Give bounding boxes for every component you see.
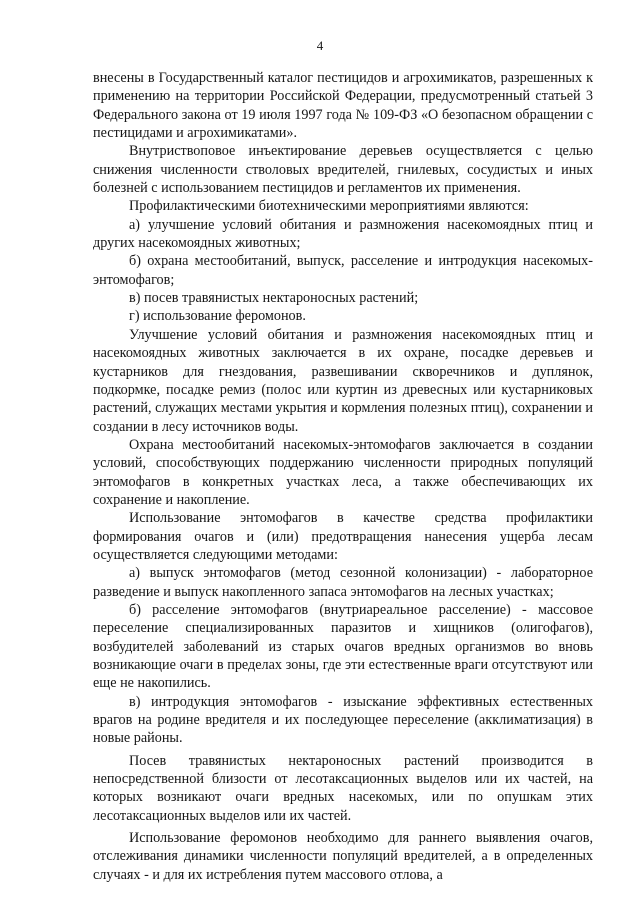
method-item-b: б) расселение энтомофагов (внутриареальное расселение) - массовое переселение специализированных паразитов и хищников (олигофагов), возбудителей заболеваний из старых очагов вредных организмов во вновь возникающие очаги в пределах зоны, где эти естественные враги отсутствуют или еще не накопились.	[93, 601, 593, 692]
method-item-c: в) интродукция энтомофагов - изыскание эффективных естественных врагов на родине вредителя и их последующее переселение (акклиматизация) в новые районы.	[93, 693, 593, 747]
body-text	[93, 69, 593, 884]
paragraph-measures-intro: Профилактическими биотехническими мероприятиями являются:	[129, 198, 529, 215]
list-item-c: в) посев травянистых нектароносных растений;	[129, 290, 419, 307]
list-item-a: а) улучшение условий обитания и размножения насекомоядных птиц и других насекомоядных животных;	[93, 216, 593, 252]
paragraph-entomophage-protection: Охрана местообитаний насекомых-энтомофагов заключается в создании условий, способствующих поддержанию численности природных популяций энтомофагов в конкретных участках леса, а также обеспечивающих их сохранение и накопление.	[93, 436, 593, 508]
paragraph-nectar-plants: Посев травянистых нектароносных растений производится в непосредственной близости от лесотаксационных выделов или их частей, на которых возникают очаги вредных насекомых, или по опушкам этих лесотаксационных выделов или их частей.	[93, 752, 593, 824]
method-item-a: а) выпуск энтомофагов (метод сезонной колонизации) - лабораторное разведение и выпуск накопленного запаса энтомофагов на лесных участках;	[93, 565, 593, 600]
paragraph-injection: Внутриствоповое инъектирование деревьев осуществляется с целью снижения численности стволовых вредителей, гнилевых, сосудистых и иных болезней с использованием пестицидов и регламентов их применения.	[93, 143, 593, 197]
paragraph-continuation: внесены в Государственный каталог пестицидов и агрохимикатов, разрешенных к применению на территории Российской Федерации, предусмотренный статьей 3 Федерального закона от 19 июля 1997 года № 109-ФЗ «О безопасном обращении с пестицидами и агрохимикатами».	[93, 70, 593, 142]
paragraph-bird-habitat: Улучшение условий обитания и размножения насекомоядных птиц и насекомоядных животных заключается в их охране, посадке деревьев и кустарников для гнездования, развешивании скворечников и дуплянок, подкормке, посадке ремиз (полос или куртин из древесных или кустарниковых растений, служащих местами укрытия и кормления полезных птиц), сохранении и создании в лесу источников воды.	[93, 326, 593, 435]
list-item-d: г) использование феромонов.	[129, 308, 306, 325]
paragraph-entomophage-methods: Использование энтомофагов в качестве средства профилактики формирования очагов и (или) предотвращения нанесения ущерба лесам осуществляется следующими методами:	[93, 510, 593, 563]
page-number: 4	[316, 38, 324, 53]
paragraph-pheromones: Использование феромонов необходимо для раннего выявления очагов, отслеживания динамики численности популяций вредителей, а в определенных случаях - и для их истребления путем массового отлова, а	[93, 830, 593, 883]
list-item-b: б) охрана местообитаний, выпуск, расселение и интродукция насекомых-энтомофагов;	[93, 253, 593, 288]
